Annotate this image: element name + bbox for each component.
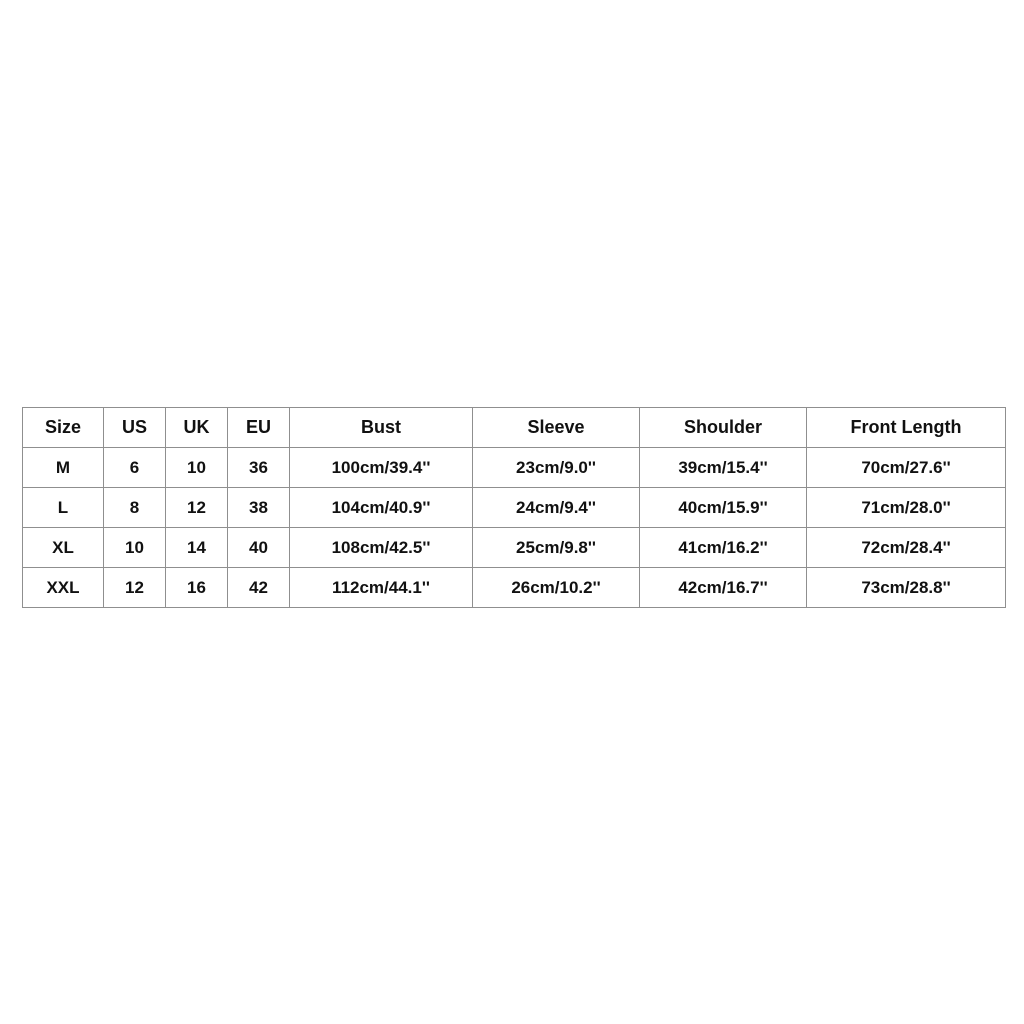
cell-front-length: 71cm/28.0'' [807, 488, 1006, 528]
table-row [23, 528, 1006, 568]
cell-size: XXL [23, 568, 104, 608]
cell-us: 12 [104, 568, 166, 608]
cell-eu: 42 [228, 568, 290, 608]
cell-front-length: 73cm/28.8'' [807, 568, 1006, 608]
cell-sleeve: 25cm/9.8'' [473, 528, 640, 568]
cell-sleeve: 26cm/10.2'' [473, 568, 640, 608]
header-us: US [104, 408, 166, 448]
header-row [23, 408, 1006, 448]
cell-sleeve: 23cm/9.0'' [473, 448, 640, 488]
cell-size: XL [23, 528, 104, 568]
cell-bust: 100cm/39.4'' [290, 448, 473, 488]
table-row [23, 488, 1006, 528]
header-bust: Bust [290, 408, 473, 448]
header-shoulder: Shoulder [640, 408, 807, 448]
size-chart-table [22, 407, 1006, 608]
table-row [23, 448, 1006, 488]
header-sleeve: Sleeve [473, 408, 640, 448]
cell-shoulder: 41cm/16.2'' [640, 528, 807, 568]
cell-shoulder: 40cm/15.9'' [640, 488, 807, 528]
header-front-length: Front Length [807, 408, 1006, 448]
cell-shoulder: 39cm/15.4'' [640, 448, 807, 488]
cell-eu: 40 [228, 528, 290, 568]
cell-bust: 112cm/44.1'' [290, 568, 473, 608]
cell-bust: 108cm/42.5'' [290, 528, 473, 568]
header-eu: EU [228, 408, 290, 448]
table-row [23, 568, 1006, 608]
cell-front-length: 70cm/27.6'' [807, 448, 1006, 488]
cell-uk: 10 [166, 448, 228, 488]
cell-uk: 16 [166, 568, 228, 608]
cell-uk: 14 [166, 528, 228, 568]
header-uk: UK [166, 408, 228, 448]
cell-us: 6 [104, 448, 166, 488]
header-size: Size [23, 408, 104, 448]
cell-shoulder: 42cm/16.7'' [640, 568, 807, 608]
cell-size: L [23, 488, 104, 528]
cell-sleeve: 24cm/9.4'' [473, 488, 640, 528]
cell-us: 10 [104, 528, 166, 568]
cell-us: 8 [104, 488, 166, 528]
cell-eu: 36 [228, 448, 290, 488]
cell-front-length: 72cm/28.4'' [807, 528, 1006, 568]
cell-eu: 38 [228, 488, 290, 528]
cell-uk: 12 [166, 488, 228, 528]
cell-size: M [23, 448, 104, 488]
cell-bust: 104cm/40.9'' [290, 488, 473, 528]
